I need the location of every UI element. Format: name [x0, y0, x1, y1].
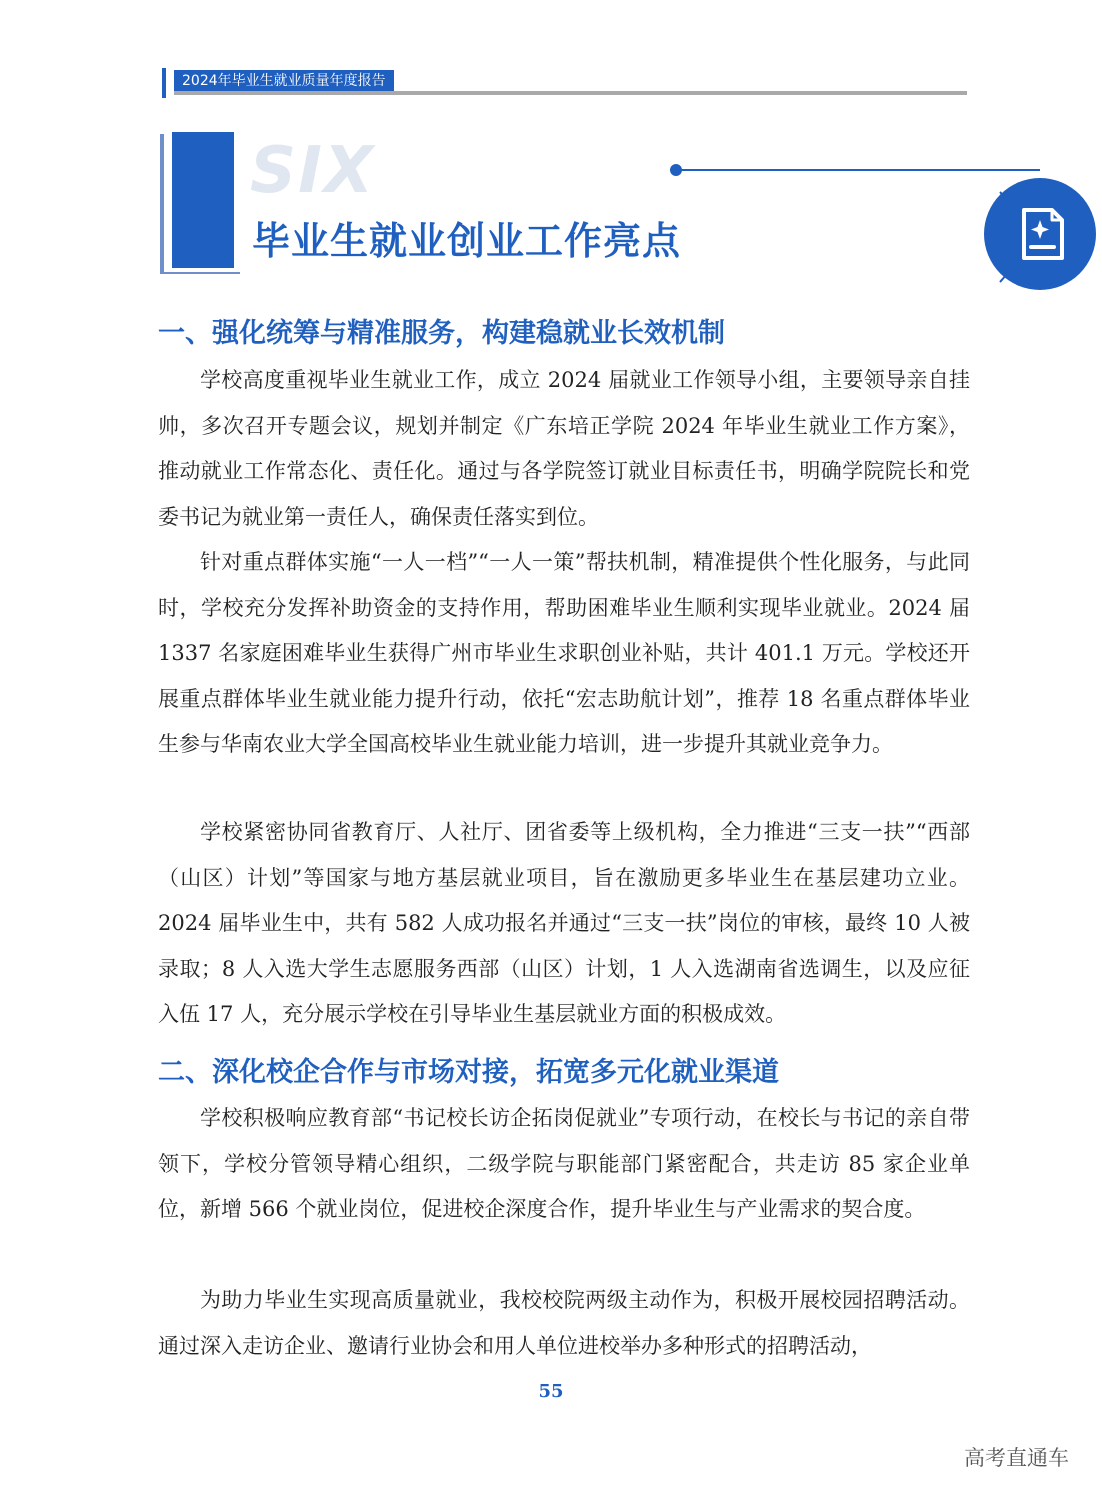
report-title: 2024年毕业生就业质量年度报告 — [174, 70, 394, 92]
paragraph: 学校积极响应教育部“书记校长访企拓岗促就业”专项行动，在校长与书记的亲自带领下，学校分管领导精心组织，二级学院与职能部门紧密配合，共走访 85 家企业单位，新增 566 个就业岗位，促进校企深度合作，提升毕业生与产业需求的契合度。 — [158, 1106, 970, 1222]
banner-frame-bottom — [160, 272, 240, 274]
page-number: 55 — [538, 1381, 564, 1402]
paragraph: 针对重点群体实施“一人一档”“一人一策”帮扶机制，精准提供个性化服务，与此同时，学校充分发挥补助资金的支持作用，帮助困难毕业生顺利实现毕业就业。2024 届 1337 名家庭困难毕业生获得广州市毕业生求职创业补贴，共计 401.1 万元。学校还开展重点群体毕业生就业能力提升行动，依托“宏志助航计划”，推荐 18 名重点群体毕业生参与华南农业大学全国高校毕业生就业能力培训，进一步提升其就业竞争力。 — [158, 550, 970, 757]
running-header — [162, 68, 967, 98]
chapter-number-word: SIX — [250, 134, 376, 208]
section-heading-1: 一、强化统筹与精准服务，构建稳就业长效机制 — [158, 318, 725, 349]
header-rule — [174, 91, 967, 95]
paragraph: 学校高度重视毕业生就业工作，成立 2024 届就业工作领导小组，主要领导亲自挂帅，多次召开专题会议，规划并制定《广东培正学院 2024 年毕业生就业工作方案》，推动就业工作常态化、责任化。通过与各学院签订就业目标责任书，明确学院院长和党委书记为就业第一责任人，确保责任落实到位。 — [158, 368, 970, 529]
watermark-text: 高考直通车 — [964, 1446, 1069, 1470]
chapter-title: 毕业生就业创业工作亮点 — [252, 219, 682, 263]
section-heading-2: 二、深化校企合作与市场对接，拓宽多元化就业渠道 — [158, 1057, 779, 1088]
chapter-decoration — [660, 142, 970, 282]
paragraph: 学校紧密协同省教育厅、人社厅、团省委等上级机构，全力推进“三支一扶”“西部（山区）计划”等国家与地方基层就业项目，旨在激励更多毕业生在基层建功立业。2024 届毕业生中，共有 582 人成功报名并通过“三支一扶”岗位的审核，最终 10 人被录取；8 人入选大学生志愿服务西部（山区）计划，1 人入选湖南省选调生，以及应征入伍 17 人，充分展示学校在引导毕业生基层就业方面的积极成效。 — [158, 820, 970, 1027]
chapter-banner — [160, 132, 970, 282]
banner-blue-block — [172, 132, 234, 268]
header-accent-bar — [162, 68, 166, 98]
banner-frame-line — [160, 134, 164, 274]
paragraph: 为助力毕业生实现高质量就业，我校校院两级主动作为，积极开展校园招聘活动。通过深入走访企业、邀请行业协会和用人单位进校举办多种形式的招聘活动， — [158, 1288, 970, 1358]
